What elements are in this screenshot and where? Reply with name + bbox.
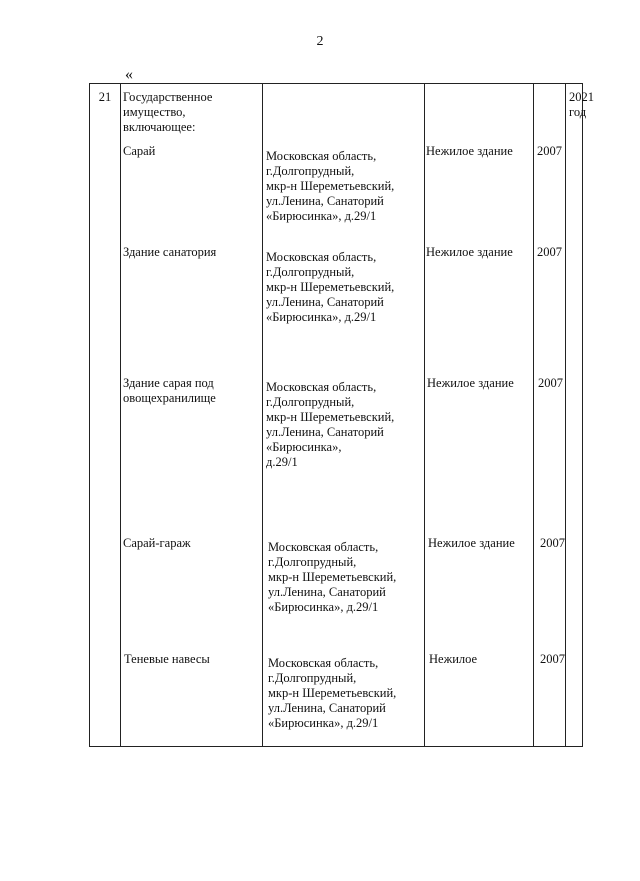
address-line: Московская область,	[268, 540, 379, 554]
row-heading-line: включающее:	[123, 120, 196, 134]
year-end-line: год	[569, 105, 587, 119]
address-line: ул.Ленина, Санаторий	[268, 701, 386, 715]
address-line: Московская область,	[266, 149, 377, 163]
address-line: «Бирюсинка»,	[266, 440, 342, 454]
year-end-line: 2021	[569, 90, 594, 104]
column-divider	[262, 84, 263, 746]
item-year: 2007	[537, 245, 562, 259]
item-address	[266, 250, 394, 325]
address-line: г.Долгопрудный,	[266, 164, 355, 178]
opening-quote: «	[125, 66, 133, 83]
item-address	[266, 149, 394, 224]
item-name	[123, 144, 155, 159]
address-line: Московская область,	[266, 380, 377, 394]
item-name	[124, 652, 210, 667]
address-line: Московская область,	[266, 250, 377, 264]
property-table	[89, 83, 594, 747]
row-number: 21	[98, 90, 112, 104]
item-type: Нежилое	[429, 652, 478, 666]
item-name-line: Сарай	[123, 144, 156, 158]
item-name-line: Здание санатория	[123, 245, 217, 259]
item-name-line: Сарай-гараж	[123, 536, 191, 550]
address-line: «Бирюсинка», д.29/1	[266, 209, 377, 223]
item-address	[268, 656, 396, 731]
address-line: ул.Ленина, Санаторий	[266, 295, 384, 309]
address-line: ул.Ленина, Санаторий	[268, 585, 386, 599]
year-end	[569, 90, 594, 120]
column-divider	[120, 84, 121, 746]
item-address	[266, 380, 394, 470]
item-address	[268, 540, 396, 615]
item-name	[123, 376, 216, 406]
item-type: Нежилое здание	[428, 536, 515, 550]
address-line: г.Долгопрудный,	[268, 671, 357, 685]
address-line: д.29/1	[266, 455, 298, 469]
address-line: «Бирюсинка», д.29/1	[268, 600, 379, 614]
address-line: «Бирюсинка», д.29/1	[268, 716, 379, 730]
address-line: г.Долгопрудный,	[266, 265, 355, 279]
address-line: мкр-н Шереметьевский,	[266, 179, 395, 193]
row-heading	[123, 90, 212, 135]
address-line: ул.Ленина, Санаторий	[266, 425, 384, 439]
item-year: 2007	[540, 652, 565, 666]
address-line: ул.Ленина, Санаторий	[266, 194, 384, 208]
address-line: г.Долгопрудный,	[268, 555, 357, 569]
column-divider	[424, 84, 425, 746]
item-type: Нежилое здание	[426, 245, 513, 259]
address-line: мкр-н Шереметьевский,	[268, 570, 397, 584]
row-heading-line: имущество,	[123, 105, 186, 119]
item-year: 2007	[538, 376, 563, 390]
address-line: Московская область,	[268, 656, 379, 670]
item-type: Нежилое здание	[427, 376, 514, 390]
item-type: Нежилое здание	[426, 144, 513, 158]
item-name-line: Теневые навесы	[124, 652, 210, 666]
column-divider	[533, 84, 534, 746]
item-name	[123, 536, 191, 551]
row-heading-line: Государственное	[123, 90, 213, 104]
page-number: 2	[316, 34, 324, 49]
address-line: г.Долгопрудный,	[266, 395, 355, 409]
address-line: «Бирюсинка», д.29/1	[266, 310, 377, 324]
item-year: 2007	[540, 536, 565, 550]
address-line: мкр-н Шереметьевский,	[268, 686, 397, 700]
item-name-line: овощехранилище	[123, 391, 216, 405]
item-name	[123, 245, 216, 260]
item-name-line: Здание сарая под	[123, 376, 214, 390]
address-line: мкр-н Шереметьевский,	[266, 280, 395, 294]
column-divider	[565, 84, 566, 746]
address-line: мкр-н Шереметьевский,	[266, 410, 395, 424]
item-year: 2007	[537, 144, 562, 158]
